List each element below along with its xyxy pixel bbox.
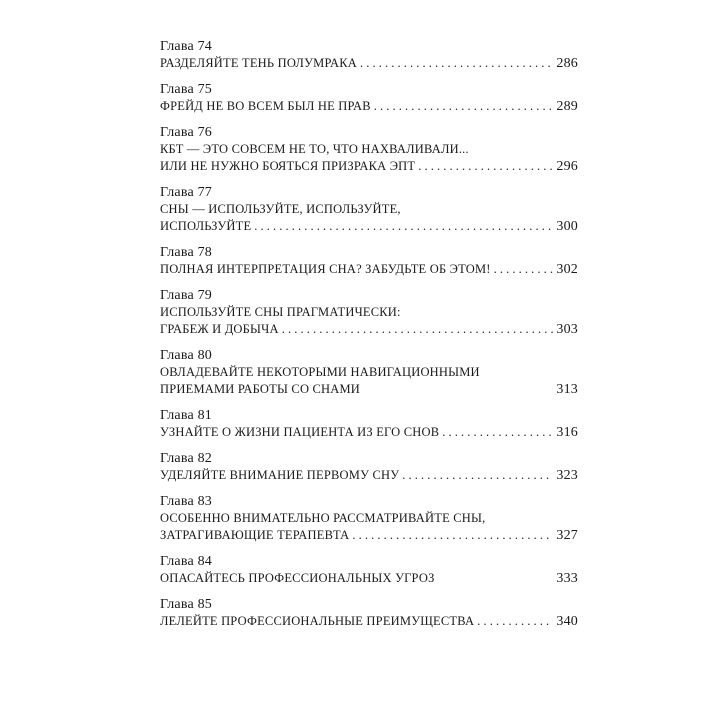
page-number: 327 bbox=[556, 528, 578, 543]
page-number: 289 bbox=[556, 99, 578, 114]
toc-entry[interactable] bbox=[160, 38, 578, 72]
toc-entry[interactable] bbox=[160, 81, 578, 115]
chapter-title: КБТ — ЭТО СОВСЕМ НЕ ТО, ЧТО НАХВАЛИВАЛИ... bbox=[160, 142, 469, 156]
dot-leader bbox=[477, 613, 553, 630]
chapter-label: Глава 84 bbox=[160, 554, 212, 569]
chapter-label: Глава 83 bbox=[160, 494, 212, 509]
chapter-title: РАЗДЕЛЯЙТЕ ТЕНЬ ПОЛУМРАКА bbox=[160, 56, 358, 70]
chapter-title: ГРАБЕЖ И ДОБЫЧА bbox=[160, 322, 279, 336]
table-of-contents bbox=[160, 38, 578, 639]
chapter-title: ЗАТРАГИВАЮЩИЕ ТЕРАПЕВТА bbox=[160, 528, 350, 542]
page-number: 333 bbox=[556, 571, 578, 586]
chapter-title-line bbox=[160, 381, 578, 398]
toc-entry[interactable] bbox=[160, 287, 578, 338]
chapter-label: Глава 76 bbox=[160, 125, 212, 140]
chapter-title-line bbox=[160, 321, 578, 338]
chapter-title: ПРИЕМАМИ РАБОТЫ СО СНАМИ bbox=[160, 382, 361, 396]
chapter-label: Глава 74 bbox=[160, 39, 212, 54]
dot-leader bbox=[374, 98, 554, 115]
chapter-title: ПОЛНАЯ ИНТЕРПРЕТАЦИЯ СНА? ЗАБУДЬТЕ ОБ ЭТОМ! bbox=[160, 262, 491, 276]
page-number: 300 bbox=[556, 219, 578, 234]
page-number: 316 bbox=[556, 425, 578, 440]
chapter-label: Глава 79 bbox=[160, 288, 212, 303]
chapter-title-line bbox=[160, 55, 578, 72]
chapter-title: СНЫ — ИСПОЛЬЗУЙТЕ, ИСПОЛЬЗУЙТЕ, bbox=[160, 202, 401, 216]
dot-leader bbox=[418, 158, 553, 175]
chapter-label: Глава 80 bbox=[160, 348, 212, 363]
chapter-title-line bbox=[160, 98, 578, 115]
dot-leader bbox=[282, 321, 554, 338]
chapter-title: ИСПОЛЬЗУЙТЕ СНЫ ПРАГМАТИЧЕСКИ: bbox=[160, 305, 401, 319]
chapter-title-line bbox=[160, 527, 578, 544]
toc-entry[interactable] bbox=[160, 493, 578, 544]
chapter-label: Глава 78 bbox=[160, 245, 212, 260]
chapter-label: Глава 77 bbox=[160, 185, 212, 200]
chapter-title-line bbox=[160, 467, 578, 484]
page-number: 303 bbox=[556, 322, 578, 337]
toc-entry[interactable] bbox=[160, 450, 578, 484]
toc-entry[interactable] bbox=[160, 184, 578, 235]
chapter-title: ОВЛАДЕВАЙТЕ НЕКОТОРЫМИ НАВИГАЦИОННЫМИ bbox=[160, 365, 480, 379]
chapter-title-line bbox=[160, 613, 578, 630]
page-number: 323 bbox=[556, 468, 578, 483]
page-number: 313 bbox=[556, 382, 578, 397]
toc-entry[interactable] bbox=[160, 124, 578, 175]
chapter-label: Глава 82 bbox=[160, 451, 212, 466]
dot-leader bbox=[402, 467, 553, 484]
chapter-title-line bbox=[160, 158, 578, 175]
toc-entry[interactable] bbox=[160, 244, 578, 278]
chapter-title: ОСОБЕННО ВНИМАТЕЛЬНО РАССМАТРИВАЙТЕ СНЫ, bbox=[160, 511, 486, 525]
chapter-title: ИЛИ НЕ НУЖНО БОЯТЬСЯ ПРИЗРАКА ЭПТ bbox=[160, 159, 416, 173]
page-number: 302 bbox=[556, 262, 578, 277]
chapter-title: УДЕЛЯЙТЕ ВНИМАНИЕ ПЕРВОМУ СНУ bbox=[160, 468, 400, 482]
dot-leader bbox=[442, 424, 553, 441]
chapter-label: Глава 85 bbox=[160, 597, 212, 612]
chapter-title-line bbox=[160, 424, 578, 441]
chapter-title-line bbox=[160, 570, 578, 587]
chapter-title: УЗНАЙТЕ О ЖИЗНИ ПАЦИЕНТА ИЗ ЕГО СНОВ bbox=[160, 425, 440, 439]
toc-entry[interactable] bbox=[160, 553, 578, 587]
toc-entry[interactable] bbox=[160, 407, 578, 441]
dot-leader bbox=[254, 218, 553, 235]
toc-entry[interactable] bbox=[160, 347, 578, 398]
toc-entry[interactable] bbox=[160, 596, 578, 630]
dot-leader bbox=[352, 527, 553, 544]
chapter-label: Глава 81 bbox=[160, 408, 212, 423]
dot-leader bbox=[360, 55, 553, 72]
chapter-title: ЛЕЛЕЙТЕ ПРОФЕССИОНАЛЬНЫЕ ПРЕИМУЩЕСТВА bbox=[160, 614, 475, 628]
chapter-title-line bbox=[160, 261, 578, 278]
dot-leader bbox=[494, 261, 554, 278]
chapter-label: Глава 75 bbox=[160, 82, 212, 97]
chapter-title: ОПАСАЙТЕСЬ ПРОФЕССИОНАЛЬНЫХ УГРОЗ bbox=[160, 571, 435, 585]
page-number: 296 bbox=[556, 159, 578, 174]
page-number: 340 bbox=[556, 614, 578, 629]
chapter-title: ИСПОЛЬЗУЙТЕ bbox=[160, 219, 252, 233]
chapter-title: ФРЕЙД НЕ ВО ВСЕМ БЫЛ НЕ ПРАВ bbox=[160, 99, 371, 113]
chapter-title-line bbox=[160, 218, 578, 235]
page-number: 286 bbox=[556, 56, 578, 71]
